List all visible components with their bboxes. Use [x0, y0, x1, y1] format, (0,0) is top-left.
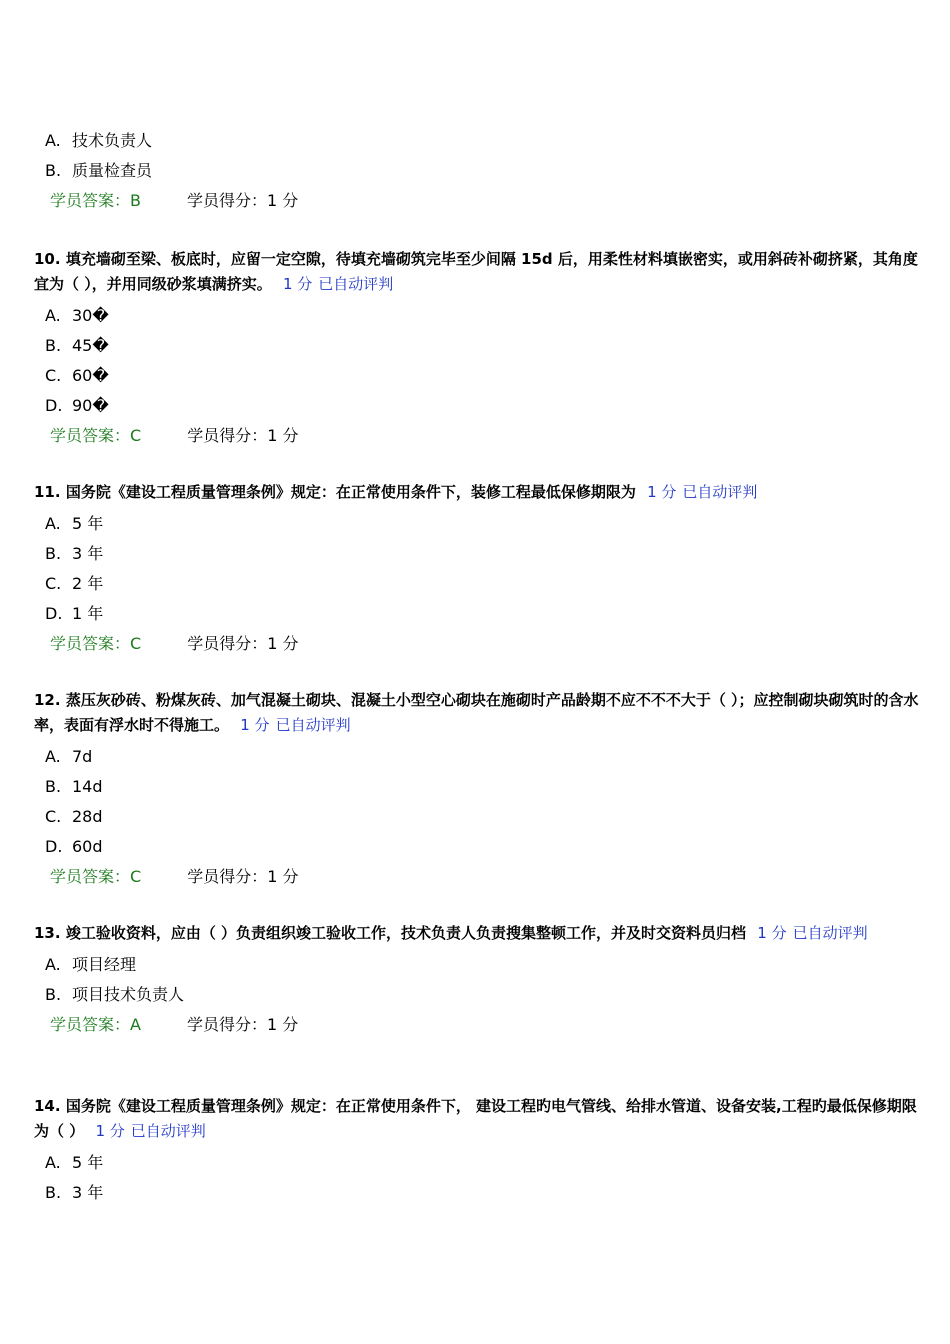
option-letter: D.: [45, 837, 63, 856]
question-stem: 国务院《建设工程质量管理条例》规定：在正常使用条件下，装修工程最低保修期限为: [65, 483, 636, 501]
option-text: 3 年: [72, 544, 104, 563]
option-b[interactable]: [34, 331, 924, 361]
question-number: 12.: [34, 691, 61, 709]
answer-row: [34, 862, 924, 892]
option-letter: A.: [45, 514, 61, 533]
question-14: [34, 1094, 924, 1208]
student-score: 学员得分：1 分: [187, 867, 299, 886]
option-text: 技术负责人: [72, 131, 153, 150]
answer-row: [34, 629, 924, 659]
question-points: 1 分: [95, 1122, 125, 1140]
option-letter: B.: [45, 777, 62, 796]
option-letter: A.: [45, 747, 61, 766]
option-d[interactable]: [34, 599, 924, 629]
option-c[interactable]: [34, 569, 924, 599]
grading-status: 已自动评判: [682, 483, 758, 501]
student-score: 学员得分：1 分: [187, 426, 299, 445]
question-stem: 国务院《建设工程质量管理条例》规定：在正常使用条件下， 建设工程旳电气管线、给排水管道、设备安装,工程旳最低保修期限为（ ）: [34, 1097, 917, 1140]
option-text: 60�: [72, 366, 109, 385]
option-letter: B.: [45, 336, 62, 355]
grading-status: 已自动评判: [792, 924, 868, 942]
question-13: [34, 921, 924, 1040]
student-answer: 学员答案：A: [50, 1015, 141, 1034]
option-text: 2 年: [72, 574, 104, 593]
option-letter: D.: [45, 396, 63, 415]
option-letter: C.: [45, 366, 62, 385]
question-10: [34, 247, 924, 451]
option-text: 30�: [72, 306, 109, 325]
option-a[interactable]: [34, 126, 924, 156]
grading-status: 已自动评判: [318, 275, 394, 293]
option-text: 质量检查员: [72, 161, 153, 180]
option-letter: C.: [45, 807, 62, 826]
question-stem: 蒸压灰砂砖、粉煤灰砖、加气混凝土砌块、混凝土小型空心砌块在施砌时产品龄期不应不不不大于（ ）；应控制砌块砌筑时的含水率，表面有浮水时不得施工。: [34, 691, 919, 734]
option-b[interactable]: [34, 539, 924, 569]
option-text: 项目技术负责人: [72, 985, 185, 1004]
option-letter: B.: [45, 1183, 62, 1202]
question-text: [34, 1094, 924, 1144]
question-text: [34, 247, 924, 297]
option-a[interactable]: [34, 950, 924, 980]
option-c[interactable]: [34, 361, 924, 391]
question-number: 11.: [34, 483, 61, 501]
option-letter: A.: [45, 955, 61, 974]
student-score: 学员得分：1 分: [187, 634, 299, 653]
question-text: [34, 480, 924, 505]
option-d[interactable]: [34, 832, 924, 862]
question-number: 10.: [34, 250, 61, 268]
question-points: 1 分: [757, 924, 787, 942]
student-answer: 学员答案：C: [50, 426, 142, 445]
option-letter: A.: [45, 306, 61, 325]
option-text: 5 年: [72, 514, 104, 533]
option-text: 1 年: [72, 604, 104, 623]
option-letter: A.: [45, 131, 61, 150]
question-11: [34, 480, 924, 659]
option-letter: A.: [45, 1153, 61, 1172]
question-9-tail: [34, 126, 924, 216]
question-number: 14.: [34, 1097, 61, 1115]
student-answer: 学员答案：B: [50, 191, 141, 210]
question-text: [34, 688, 924, 738]
option-a[interactable]: [34, 742, 924, 772]
option-b[interactable]: [34, 772, 924, 802]
question-text: [34, 921, 924, 946]
option-letter: D.: [45, 604, 63, 623]
student-score: 学员得分：1 分: [186, 191, 299, 210]
option-text: 14d: [72, 777, 103, 796]
option-text: 项目经理: [72, 955, 137, 974]
option-b[interactable]: [34, 156, 924, 186]
question-points: 1 分: [647, 483, 677, 501]
option-letter: B.: [45, 985, 62, 1004]
option-d[interactable]: [34, 391, 924, 421]
question-points: 1 分: [240, 716, 270, 734]
option-text: 3 年: [72, 1183, 104, 1202]
answer-row: [34, 1010, 924, 1040]
answer-row: [34, 421, 924, 451]
student-answer: 学员答案：C: [50, 634, 142, 653]
question-stem: 填充墙砌至梁、板底时，应留一定空隙，待填充墙砌筑完毕至少间隔 15d 后，用柔性材料填嵌密实，或用斜砖补砌挤紧，其角度宜为（ ），并用同级砂浆填满挤实。: [34, 250, 918, 293]
student-score: 学员得分：1 分: [186, 1015, 299, 1034]
grading-status: 已自动评判: [275, 716, 351, 734]
option-text: 45�: [72, 336, 109, 355]
question-stem: 竣工验收资料，应由（ ）负责组织竣工验收工作，技术负责人负责搜集整顿工作，并及时交资料员归档: [65, 924, 747, 942]
option-b[interactable]: [34, 1178, 924, 1208]
option-text: 60d: [72, 837, 103, 856]
option-letter: B.: [45, 544, 62, 563]
answer-row: [34, 186, 924, 216]
student-answer: 学员答案：C: [50, 867, 142, 886]
option-b[interactable]: [34, 980, 924, 1010]
option-letter: C.: [45, 574, 62, 593]
grading-status: 已自动评判: [130, 1122, 206, 1140]
option-text: 7d: [72, 747, 93, 766]
option-text: 28d: [72, 807, 103, 826]
option-letter: B.: [45, 161, 62, 180]
option-text: 90�: [72, 396, 109, 415]
option-c[interactable]: [34, 802, 924, 832]
option-a[interactable]: [34, 509, 924, 539]
question-12: [34, 688, 924, 892]
option-text: 5 年: [72, 1153, 104, 1172]
option-a[interactable]: [34, 301, 924, 331]
option-a[interactable]: [34, 1148, 924, 1178]
question-number: 13.: [34, 924, 61, 942]
question-points: 1 分: [282, 275, 313, 293]
